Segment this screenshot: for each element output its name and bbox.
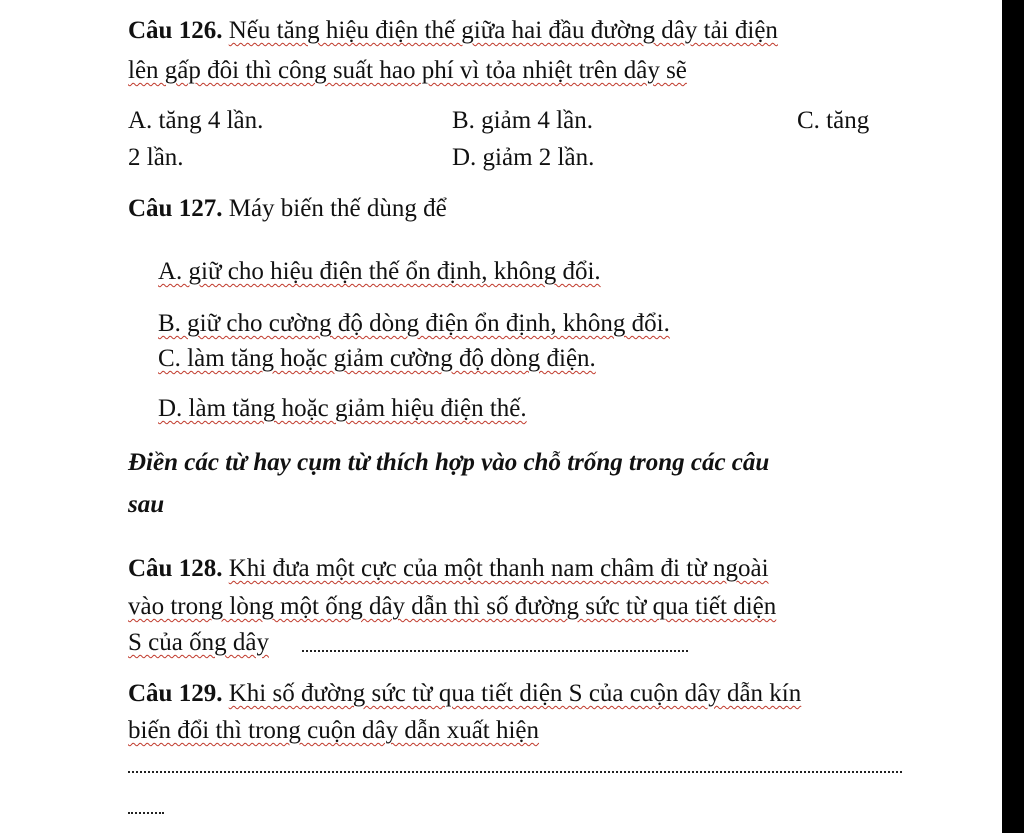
q126-option-a: A. tăng 4 lần. [128,107,264,134]
q129-answer-blank-continued[interactable] [128,812,164,814]
q129-text-line1: Khi số đường sức từ qua tiết diện S của cuộn dây dẫn kín [228,680,802,707]
instruction-line1: Điền các từ hay cụm từ thích hợp vào chỗ trống trong các câu [128,449,770,476]
q129-text-line2: biến đổi thì trong cuộn dây dẫn xuất hiện [128,717,540,744]
q127-option-d: D. làm tăng hoặc giảm hiệu điện thế. [158,395,527,422]
q128-line3 [128,628,269,658]
q127-text: Máy biến thế dùng để [228,195,447,222]
q126-label: Câu 126. [128,17,223,44]
q126-option-b: B. giảm 4 lần. [452,107,593,134]
q129-line1 [128,679,801,709]
q127-option-a: A. giữ cho hiệu điện thế ổn định, không đổi. [158,258,601,285]
q128-text-line1: Khi đưa một cực của một thanh nam châm đi từ ngoài [228,555,769,582]
q128-text-line2: vào trong lòng một ống dây dẫn thì số đường sức từ qua tiết diện [128,593,777,620]
q128-text-line3: S của ống dây [128,629,269,656]
q128-line1 [128,554,769,584]
q127-label: Câu 127. [128,195,223,222]
q127-option-b: B. giữ cho cường độ dòng điện ổn định, không đổi. [158,310,670,337]
q126-option-d: D. giảm 2 lần. [452,144,595,171]
q127-option-c: C. làm tăng hoặc giảm cường độ dòng điện. [158,345,596,372]
q129-answer-blank[interactable] [128,771,902,773]
q129-label: Câu 129. [128,680,223,707]
q128-label: Câu 128. [128,555,223,582]
q126-option-c-part2: 2 lần. [128,144,184,171]
q127-line [128,194,447,224]
q126-text-line1: Nếu tăng hiệu điện thế giữa hai đầu đường dây tải điện [228,17,778,44]
instruction-line2: sau [128,491,165,518]
q126-text-line2: lên gấp đôi thì công suất hao phí vì tỏa nhiệt trên dây sẽ [128,57,687,84]
q126-line1 [128,16,778,46]
q126-line2 [128,56,687,86]
q126-option-c-part1: C. tăng [797,107,870,134]
q128-answer-blank[interactable] [302,650,688,652]
